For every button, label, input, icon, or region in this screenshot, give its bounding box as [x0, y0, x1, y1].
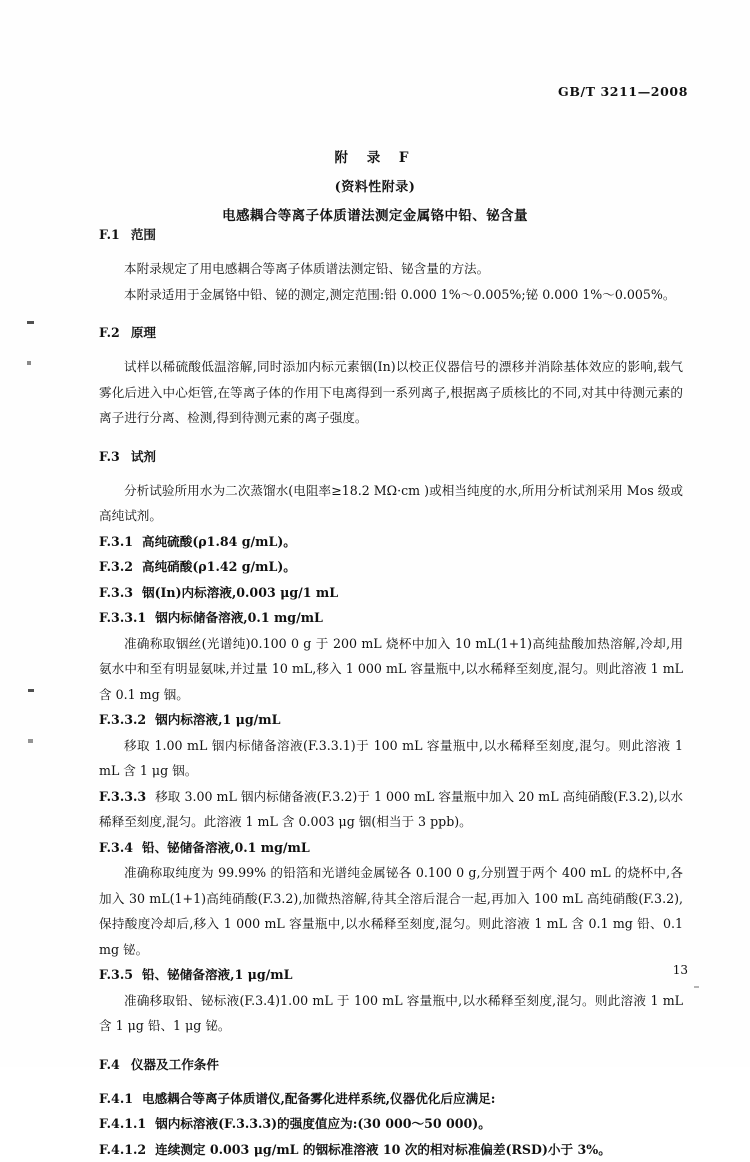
- paragraph-f3-3-1: 准确称取铟丝(光谱纯)0.100 0 g 于 200 mL 烧杯中加入 10 mL(1+1)高纯盐酸加热溶解,冷却,用氨水中和至有明显氨味,并过量 10 mL,移入 1 000 mL 容量瓶中,以水稀释至刻度,混匀。则此溶液 1 mL 含 0.1 mg 铟。: [99, 631, 683, 708]
- section-number: F.2: [99, 325, 120, 340]
- annex-label: 附 录 F: [0, 146, 750, 166]
- clause-text: 铟内标溶液(F.3.3.3)的强度值应为:(30 000～50 000)。: [155, 1116, 491, 1131]
- scan-artifact-mark: [28, 689, 34, 692]
- clause-text: 铟(In)内标溶液,0.003 μg/1 mL: [142, 585, 338, 600]
- spacer: [99, 1039, 683, 1052]
- section-title: 仪器及工作条件: [131, 1057, 219, 1072]
- clause-text: 高纯硫酸(ρ1.84 g/mL)。: [142, 534, 296, 549]
- scan-artifact-mark: [694, 986, 699, 988]
- clause-f3-4: [99, 835, 683, 861]
- clause-f3-3-2: [99, 707, 683, 733]
- spacer: [99, 346, 683, 354]
- section-title: 试剂: [131, 449, 156, 464]
- spacer: [99, 1078, 683, 1086]
- document-body: [99, 222, 683, 1162]
- scan-artifact-mark: [27, 361, 31, 365]
- annex-title-block: [0, 146, 750, 224]
- clause-f4-1-1: [99, 1111, 683, 1137]
- section-number: F.4: [99, 1057, 120, 1072]
- paragraph-f3-4: 准确称取纯度为 99.99% 的铅箔和光谱纯金属铋各 0.100 0 g,分别置于两个 400 mL 的烧杯中,各加入 30 mL(1+1)高纯硝酸(F.3.2),加微热溶解,待其全溶后混合一起,再加入 100 mL 高纯硝酸(F.3.2),保持酸度冷却后,移入 1 000 mL 容量瓶中,以水稀释至刻度,混匀。则此溶液 1 mL 含 0.1 mg 铅、0.1 mg 铋。: [99, 860, 683, 962]
- clause-number: F.4.1.1: [99, 1116, 146, 1131]
- clause-number: F.3.3: [99, 585, 133, 600]
- annex-kind: (资料性附录): [0, 176, 750, 195]
- paragraph-f3-1: 分析试验所用水为二次蒸馏水(电阻率≥18.2 MΩ·cm )或相当纯度的水,所用分析试剂采用 Mos 级或高纯试剂。: [99, 478, 683, 529]
- section-number: F.3: [99, 449, 120, 464]
- clause-number: F.3.5: [99, 967, 133, 982]
- section-heading-f4: [99, 1052, 683, 1078]
- clause-number: F.3.4: [99, 840, 133, 855]
- standard-number-header: GB/T 3211—2008: [558, 84, 688, 99]
- paragraph-f1-1: 本附录规定了用电感耦合等离子体质谱法测定铅、铋含量的方法。: [99, 256, 683, 282]
- clause-f3-1: [99, 529, 683, 555]
- clause-text: 高纯硝酸(ρ1.42 g/mL)。: [142, 559, 296, 574]
- clause-f3-3-1: [99, 605, 683, 631]
- clause-number: F.3.2: [99, 559, 133, 574]
- paragraph-f3-3-2: 移取 1.00 mL 铟内标储备溶液(F.3.3.1)于 100 mL 容量瓶中,以水稀释至刻度,混匀。则此溶液 1 mL 含 1 μg 铟。: [99, 733, 683, 784]
- clause-text: 电感耦合等离子体质谱仪,配备雾化进样系统,仪器优化后应满足:: [142, 1091, 495, 1106]
- clause-title: 铅、铋储备溶液,0.1 mg/mL: [142, 840, 310, 855]
- paragraph-f3-5: 准确移取铅、铋标液(F.3.4)1.00 mL 于 100 mL 容量瓶中,以水稀释至刻度,混匀。则此溶液 1 mL 含 1 μg 铅、1 μg 铋。: [99, 988, 683, 1039]
- clause-number: F.3.3.3: [99, 789, 146, 804]
- clause-text: 移取 3.00 mL 铟内标储备液(F.3.2)于 1 000 mL 容量瓶中加入 20 mL 高纯硝酸(F.3.2),以水稀释至刻度,混匀。此溶液 1 mL 含 0.003 μg 铟(相当于 3 ppb)。: [99, 789, 683, 830]
- clause-f4-1: [99, 1086, 683, 1112]
- clause-number: F.3.1: [99, 534, 133, 549]
- clause-title: 铟内标溶液,1 μg/mL: [155, 712, 280, 727]
- paragraph-f2-1: 试样以稀硫酸低温溶解,同时添加内标元素铟(In)以校正仪器信号的漂移并消除基体效应的影响,载气雾化后进入中心炬管,在等离子体的作用下电离得到一系列离子,根据离子质核比的不同,对其中待测元素的离子进行分离、检测,得到待测元素的离子强度。: [99, 354, 683, 431]
- clause-f4-1-2: [99, 1137, 683, 1162]
- clause-text: 连续测定 0.003 μg/mL 的铟标准溶液 10 次的相对标准偏差(RSD)小于 3%。: [155, 1142, 611, 1157]
- spacer: [99, 248, 683, 256]
- clause-number: F.4.1: [99, 1091, 133, 1106]
- spacer: [99, 431, 683, 444]
- clause-f3-5: [99, 962, 683, 988]
- section-number: F.1: [99, 227, 120, 242]
- section-title: 范围: [131, 227, 156, 242]
- clause-number: F.3.3.2: [99, 712, 146, 727]
- spacer: [99, 470, 683, 478]
- clause-f3-3-3: [99, 784, 683, 835]
- spacer: [99, 307, 683, 320]
- clause-f3-3: [99, 580, 683, 606]
- section-heading-f3: [99, 444, 683, 470]
- section-heading-f2: [99, 320, 683, 346]
- section-title: 原理: [131, 325, 156, 340]
- clause-title: 铟内标储备溶液,0.1 mg/mL: [155, 610, 323, 625]
- clause-f3-2: [99, 554, 683, 580]
- annex-heading: 电感耦合等离子体质谱法测定金属铬中铅、铋含量: [0, 204, 750, 224]
- page-number: 13: [673, 963, 688, 977]
- section-heading-f1: [99, 222, 683, 248]
- scan-artifact-mark: [27, 321, 34, 324]
- clause-number: F.4.1.2: [99, 1142, 146, 1157]
- clause-title: 铅、铋储备溶液,1 μg/mL: [142, 967, 293, 982]
- scan-artifact-mark: [28, 739, 33, 743]
- paragraph-f1-2: 本附录适用于金属铬中铅、铋的测定,测定范围:铅 0.000 1%～0.005%;铋 0.000 1%～0.005%。: [99, 282, 683, 308]
- clause-number: F.3.3.1: [99, 610, 146, 625]
